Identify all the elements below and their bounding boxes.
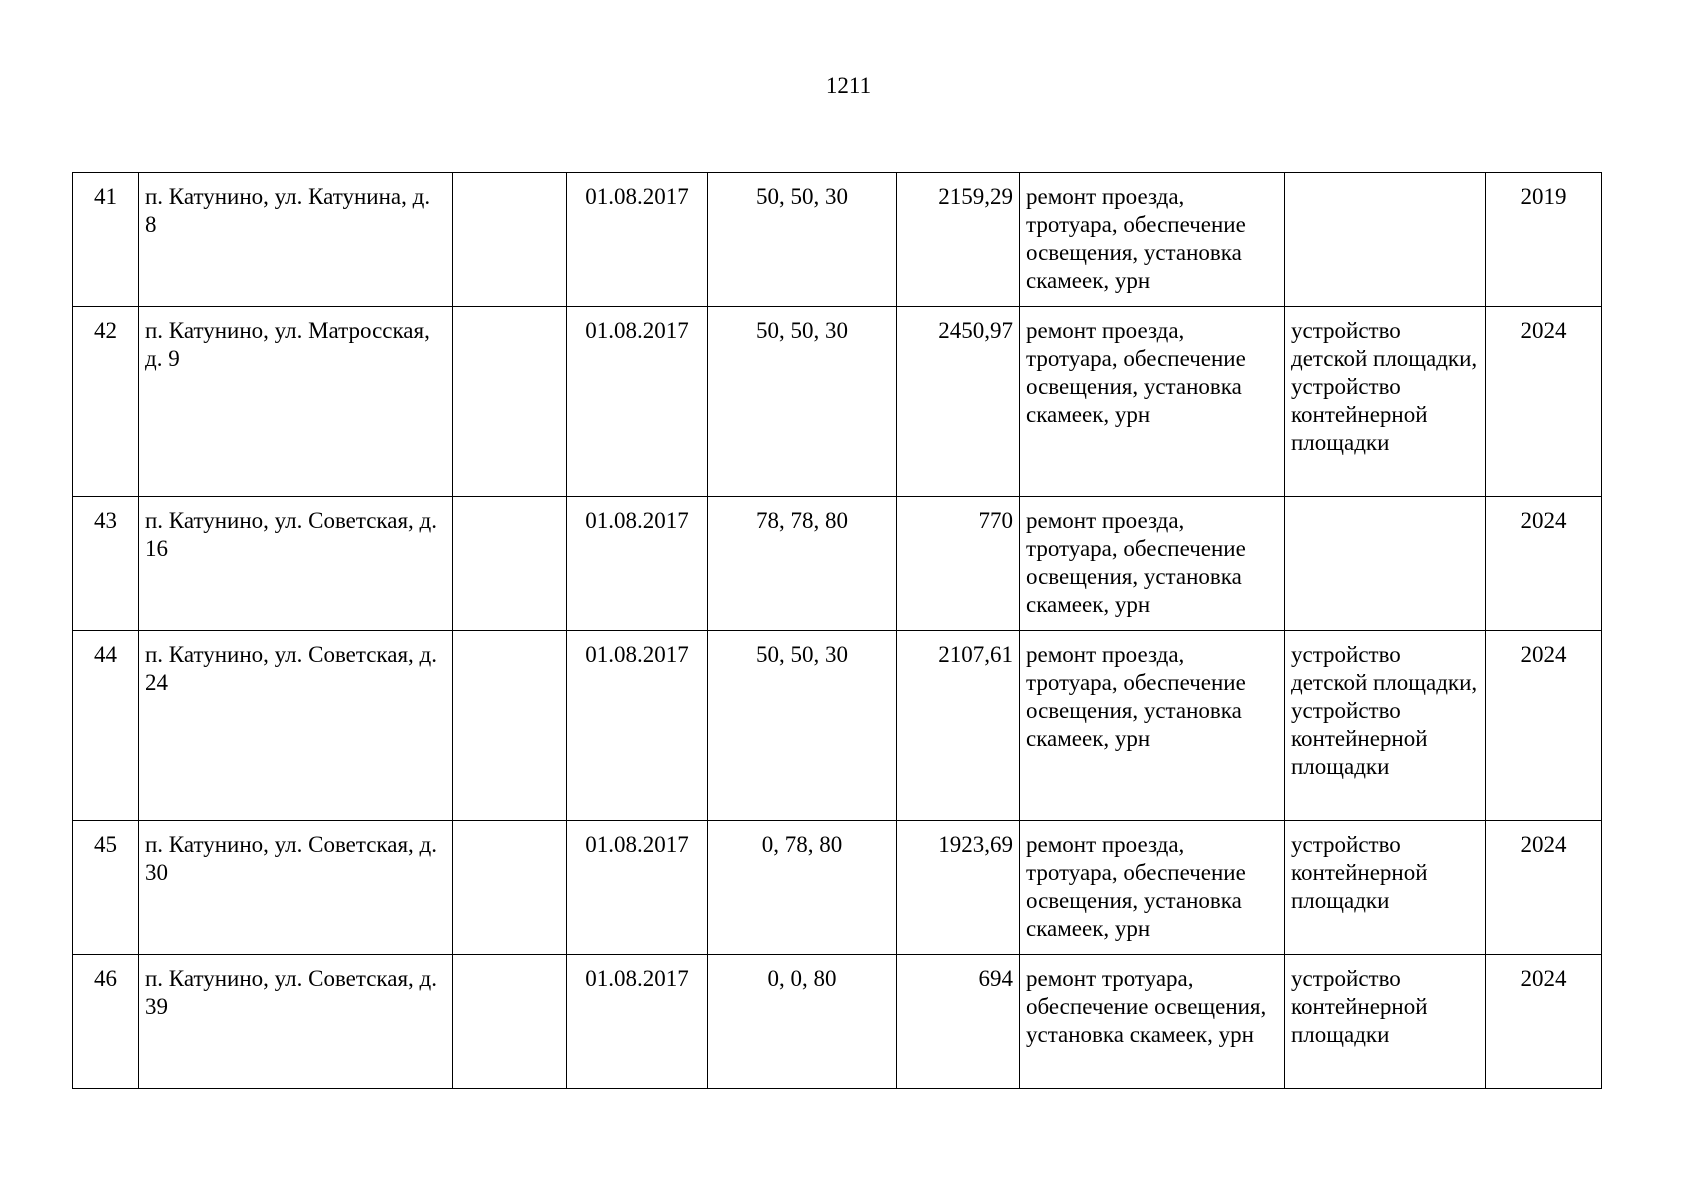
year-cell: 2019 xyxy=(1486,173,1602,307)
date-cell: 01.08.2017 xyxy=(567,307,708,497)
works-cell: ремонт проезда, тротуара, обеспечение освещения, установка скамеек, урн xyxy=(1020,631,1285,821)
address-cell: п. Катунино, ул. Советская, д. 30 xyxy=(139,821,453,955)
values-cell: 78, 78, 80 xyxy=(708,497,897,631)
empty-cell xyxy=(453,955,567,1089)
values-cell: 50, 50, 30 xyxy=(708,631,897,821)
address-cell: п. Катунино, ул. Советская, д. 24 xyxy=(139,631,453,821)
extra-works-cell: устройство контейнерной площадки xyxy=(1285,821,1486,955)
area-cell: 770 xyxy=(897,497,1020,631)
date-cell: 01.08.2017 xyxy=(567,631,708,821)
extra-works-cell: устройство контейнерной площадки xyxy=(1285,955,1486,1089)
address-cell: п. Катунино, ул. Советская, д. 16 xyxy=(139,497,453,631)
area-cell: 2450,97 xyxy=(897,307,1020,497)
date-cell: 01.08.2017 xyxy=(567,497,708,631)
page-number: 1211 xyxy=(825,73,872,98)
empty-cell xyxy=(453,173,567,307)
year-cell: 2024 xyxy=(1486,497,1602,631)
values-cell: 0, 78, 80 xyxy=(708,821,897,955)
extra-works-cell xyxy=(1285,497,1486,631)
extra-works-cell: устройство детской площадки, устройство контейнерной площадки xyxy=(1285,307,1486,497)
area-cell: 694 xyxy=(897,955,1020,1089)
improvement-table xyxy=(72,172,1602,1089)
row-number-cell: 43 xyxy=(73,497,139,631)
empty-cell xyxy=(453,631,567,821)
address-cell: п. Катунино, ул. Матросская, д. 9 xyxy=(139,307,453,497)
date-cell: 01.08.2017 xyxy=(567,821,708,955)
area-cell: 2107,61 xyxy=(897,631,1020,821)
date-cell: 01.08.2017 xyxy=(567,173,708,307)
year-cell: 2024 xyxy=(1486,821,1602,955)
extra-works-cell: устройство детской площадки, устройство контейнерной площадки xyxy=(1285,631,1486,821)
empty-cell xyxy=(453,497,567,631)
year-cell: 2024 xyxy=(1486,307,1602,497)
values-cell: 50, 50, 30 xyxy=(708,173,897,307)
address-cell: п. Катунино, ул. Катунина, д. 8 xyxy=(139,173,453,307)
area-cell: 2159,29 xyxy=(897,173,1020,307)
works-cell: ремонт проезда, тротуара, обеспечение освещения, установка скамеек, урн xyxy=(1020,307,1285,497)
extra-works-cell xyxy=(1285,173,1486,307)
table-row xyxy=(73,631,1602,821)
table-row xyxy=(73,173,1602,307)
values-cell: 50, 50, 30 xyxy=(708,307,897,497)
values-cell: 0, 0, 80 xyxy=(708,955,897,1089)
row-number-cell: 42 xyxy=(73,307,139,497)
works-cell: ремонт проезда, тротуара, обеспечение освещения, установка скамеек, урн xyxy=(1020,497,1285,631)
row-number-cell: 41 xyxy=(73,173,139,307)
table-row xyxy=(73,821,1602,955)
area-cell: 1923,69 xyxy=(897,821,1020,955)
empty-cell xyxy=(453,307,567,497)
works-cell: ремонт проезда, тротуара, обеспечение освещения, установка скамеек, урн xyxy=(1020,173,1285,307)
row-number-cell: 45 xyxy=(73,821,139,955)
date-cell: 01.08.2017 xyxy=(567,955,708,1089)
works-cell: ремонт проезда, тротуара, обеспечение освещения, установка скамеек, урн xyxy=(1020,821,1285,955)
row-number-cell: 46 xyxy=(73,955,139,1089)
table-row xyxy=(73,955,1602,1089)
year-cell: 2024 xyxy=(1486,631,1602,821)
table-row xyxy=(73,497,1602,631)
address-cell: п. Катунино, ул. Советская, д. 39 xyxy=(139,955,453,1089)
works-cell: ремонт тротуара, обеспечение освещения, установка скамеек, урн xyxy=(1020,955,1285,1089)
row-number-cell: 44 xyxy=(73,631,139,821)
table-row xyxy=(73,307,1602,497)
year-cell: 2024 xyxy=(1486,955,1602,1089)
empty-cell xyxy=(453,821,567,955)
